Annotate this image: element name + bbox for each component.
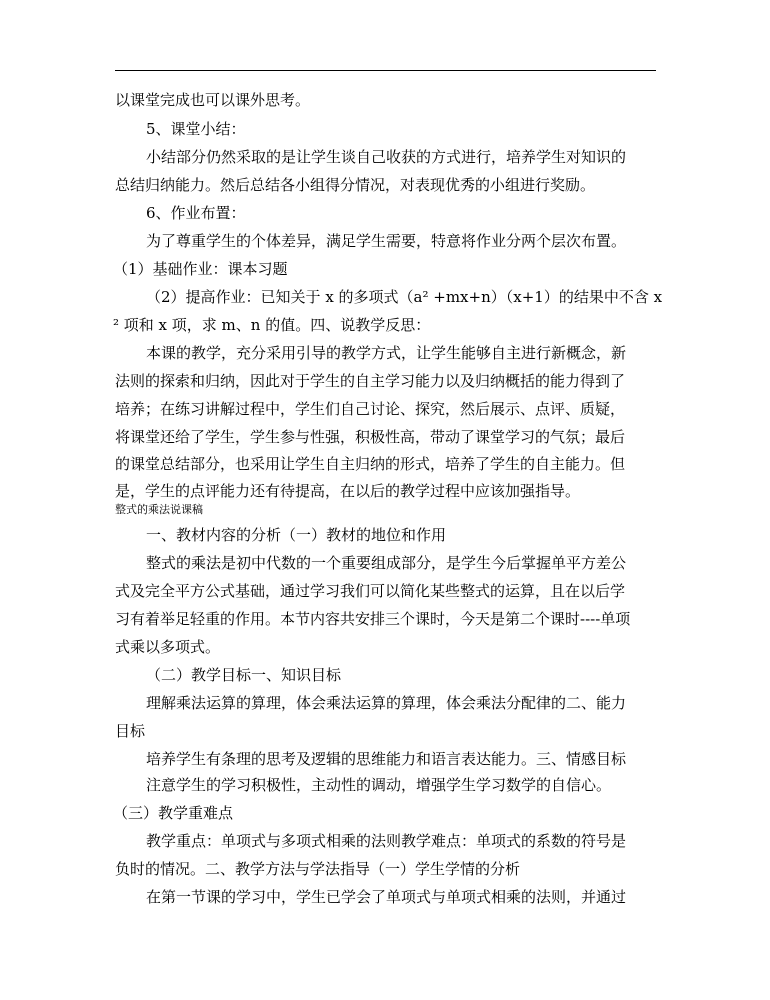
text-line: 注意学生的学习积极性，主动性的调动，增强学生学习数学的自信心。	[146, 776, 612, 794]
text-line: 将课堂还给了学生，学生参与性强，积极性高，带动了课堂学习的气氛；最后	[115, 428, 626, 446]
text-line: 培养学生有条理的思考及逻辑的思维能力和语言表达能力。三、情感目标	[146, 750, 627, 768]
text-line: 是，学生的点评能力还有待提高，在以后的教学过程中应该加强指导。	[115, 482, 581, 500]
text-line: 理解乘法运算的算理，体会乘法运算的算理，体会乘法分配律的二、能力	[146, 694, 627, 712]
text-line: 教学重点：单项式与多项式相乘的法则教学难点：单项式的系数的符号是	[146, 832, 627, 850]
text-line: （三）教学重难点	[113, 804, 234, 822]
document-title: 整式的乘法说课稿	[115, 503, 203, 516]
text-line: （二）教学目标一、知识目标	[146, 666, 342, 684]
text-line: 目标	[115, 722, 146, 740]
header-rule	[115, 70, 656, 71]
text-line: （1）基础作业：课本习题	[113, 260, 288, 278]
text-line: 式乘以多项式。	[115, 638, 221, 656]
text-line: 培养；在练习讲解过程中，学生们自己讨论、探究，然后展示、点评、质疑，	[115, 400, 626, 418]
text-line: 的课堂总结部分，也采用让学生自主归纳的形式，培养了学生的自主能力。但	[115, 455, 626, 473]
text-line: ² 项和 x 项，求 m、n 的值。四、说教学反思：	[113, 316, 431, 334]
section-heading-homework: 6、作业布置：	[146, 204, 246, 222]
section-heading-summary: 5、课堂小结：	[146, 120, 246, 138]
text-line: 小结部分仍然采取的是让学生谈自己收获的方式进行，培养学生对知识的	[146, 148, 627, 166]
text-line: 法则的探索和归纳，因此对于学生的自主学习能力以及归纳概括的能力得到了	[115, 372, 626, 390]
text-line: 式及完全平方公式基础，通过学习我们可以简化某些整式的运算，且在以后学	[115, 582, 626, 600]
text-line: （2）提高作业：已知关于 x 的多项式（a² +mx+n）（x+1）的结果中不含 x	[146, 288, 663, 306]
text-line: 以课堂完成也可以课外思考。	[115, 91, 311, 109]
text-line: 总结归纳能力。然后总结各小组得分情况，对表现优秀的小组进行奖励。	[115, 176, 596, 194]
text-line: 本课的教学，充分采用引导的教学方式，让学生能够自主进行新概念，新	[146, 344, 627, 362]
text-line: 负时的情况。二、教学方法与学法指导（一）学生学情的分析	[115, 860, 521, 878]
text-line: 在第一节课的学习中，学生已学会了单项式与单项式相乘的法则，并通过	[146, 888, 627, 906]
text-line: 为了尊重学生的个体差异，满足学生需要，特意将作业分两个层次布置。	[146, 232, 627, 250]
text-line: 整式的乘法是初中代数的一个重要组成部分，是学生今后掌握单平方差公	[146, 554, 627, 572]
text-line: 一、教材内容的分析（一）教材的地位和作用	[146, 526, 447, 544]
text-line: 习有着举足轻重的作用。本节内容共安排三个课时，今天是第二个课时----单项	[115, 610, 631, 628]
